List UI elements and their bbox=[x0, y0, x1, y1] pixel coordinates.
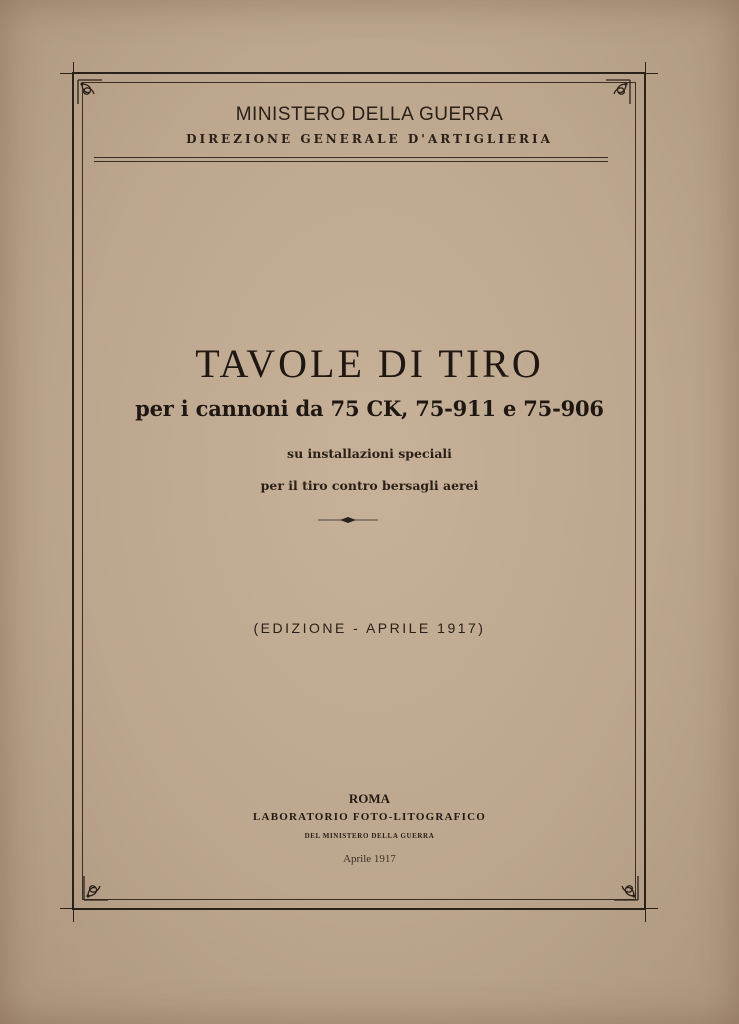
frame-tick bbox=[645, 62, 646, 86]
frame-tick bbox=[634, 908, 658, 909]
frame-tick bbox=[73, 898, 74, 922]
header-double-rule bbox=[94, 157, 608, 162]
subtitle-line-1: su installazioni speciali bbox=[287, 446, 452, 461]
corner-flourish-icon bbox=[610, 872, 642, 904]
frame-tick bbox=[634, 73, 658, 74]
frame-tick bbox=[60, 73, 84, 74]
direction-heading: DIREZIONE GENERALE D'ARTIGLIERIA bbox=[186, 132, 553, 146]
corner-flourish-icon bbox=[80, 872, 112, 904]
subtitle-line-2: per il tiro contro bersagli aerei bbox=[260, 478, 479, 493]
ministry-heading: MINISTERO DELLA GUERRA bbox=[235, 104, 504, 125]
frame-tick bbox=[60, 908, 84, 909]
subtitle: per i cannoni da 75 CK, 75-911 e 75-906 bbox=[135, 396, 604, 421]
imprint-ministry: DEL MINISTERO DELLA GUERRA bbox=[304, 832, 435, 840]
main-title: TAVOLE DI TIRO bbox=[195, 341, 544, 386]
ornamental-divider-icon bbox=[318, 515, 378, 525]
frame-tick bbox=[645, 898, 646, 922]
imprint-laboratory: LABORATORIO FOTO-LITOGRAFICO bbox=[253, 811, 486, 823]
imprint-city: ROMA bbox=[348, 791, 391, 806]
imprint-date: Aprile 1917 bbox=[343, 853, 396, 865]
edition-label: (EDIZIONE - APRILE 1917) bbox=[253, 620, 486, 636]
